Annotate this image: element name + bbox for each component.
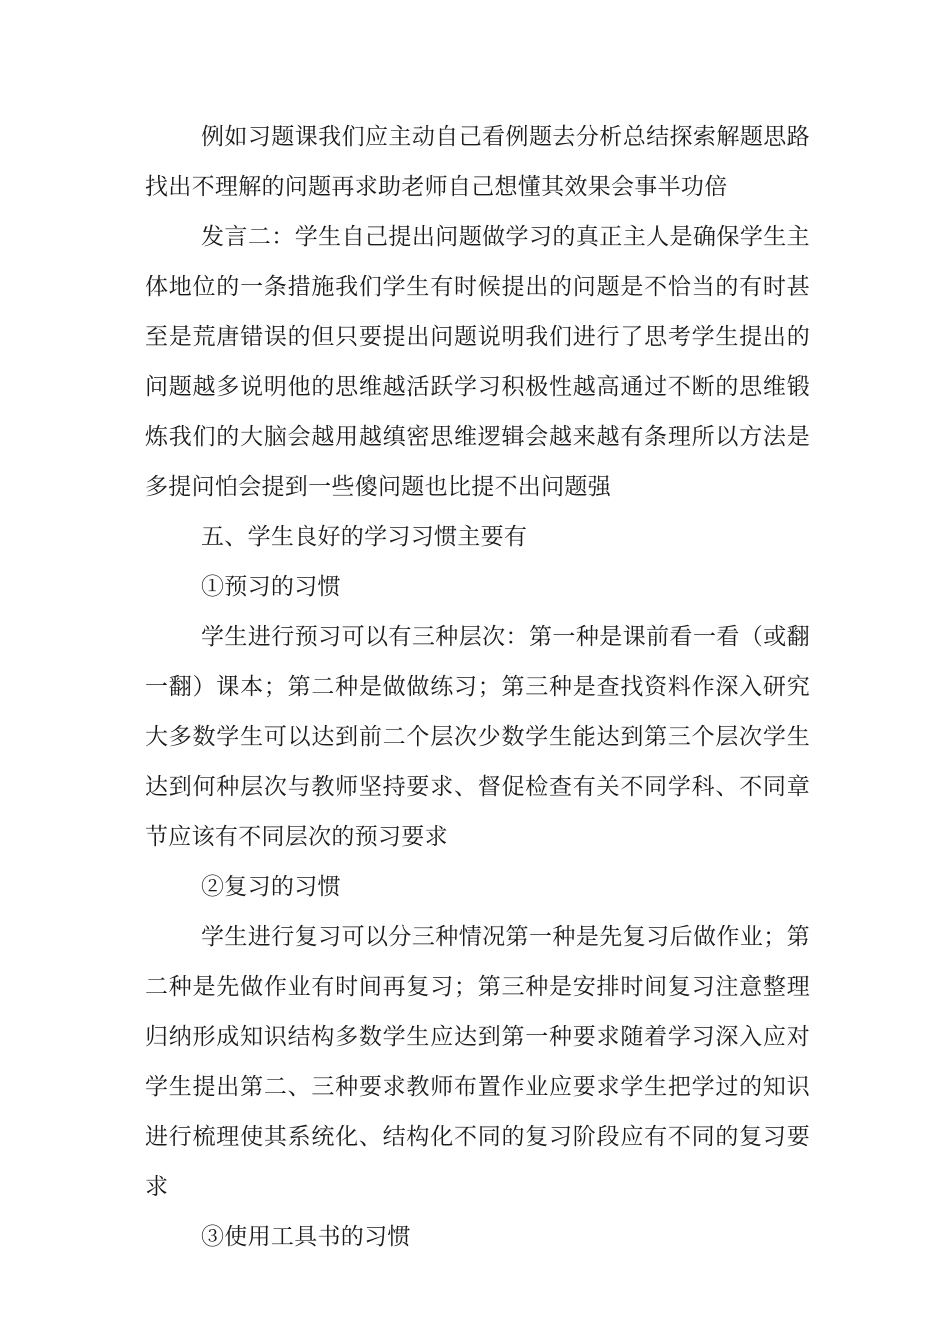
subheading-review-habit: ②复习的习惯 xyxy=(201,874,341,900)
section-heading-five: 五、学生良好的学习习惯主要有 xyxy=(201,524,528,550)
paragraph-example-exercise: 例如习题课我们应主动自己看例题去分析总结探索解题思路找出不理解的问题再求助老师自己想懂其效果会事半功倍 xyxy=(145,124,810,200)
paragraph-preview-levels: 学生进行预习可以有三种层次：第一种是课前看一看（或翻一翻）课本；第二种是做做练习；第三种是查找资料作深入研究大多数学生可以达到前二个层次少数学生能达到第三个层次学生达到何种层次与教师坚持要求、督促检查有关不同学科、不同章节应该有不同层次的预习要求 xyxy=(145,624,810,850)
document-body xyxy=(145,112,810,1262)
subheading-reference-book-habit: ③使用工具书的习惯 xyxy=(201,1224,411,1250)
subheading-preview-habit: ①预习的习惯 xyxy=(201,574,341,600)
paragraph-review-cases: 学生进行复习可以分三种情况第一种是先复习后做作业；第二种是先做作业有时间再复习；第三种是安排时间复习注意整理归纳形成知识结构多数学生应达到第一种要求随着学习深入应对学生提出第二、三种要求教师布置作业应要求学生把学过的知识进行梳理使其系统化、结构化不同的复习阶段应有不同的复习要求 xyxy=(145,924,810,1200)
paragraph-speech-two: 发言二：学生自己提出问题做学习的真正主人是确保学生主体地位的一条措施我们学生有时候提出的问题是不恰当的有时甚至是荒唐错误的但只要提出问题说明我们进行了思考学生提出的问题越多说明他的思维越活跃学习积极性越高通过不断的思维锻炼我们的大脑会越用越缜密思维逻辑会越来越有条理所以方法是多提问怕会提到一些傻问题也比提不出问题强 xyxy=(145,224,810,500)
